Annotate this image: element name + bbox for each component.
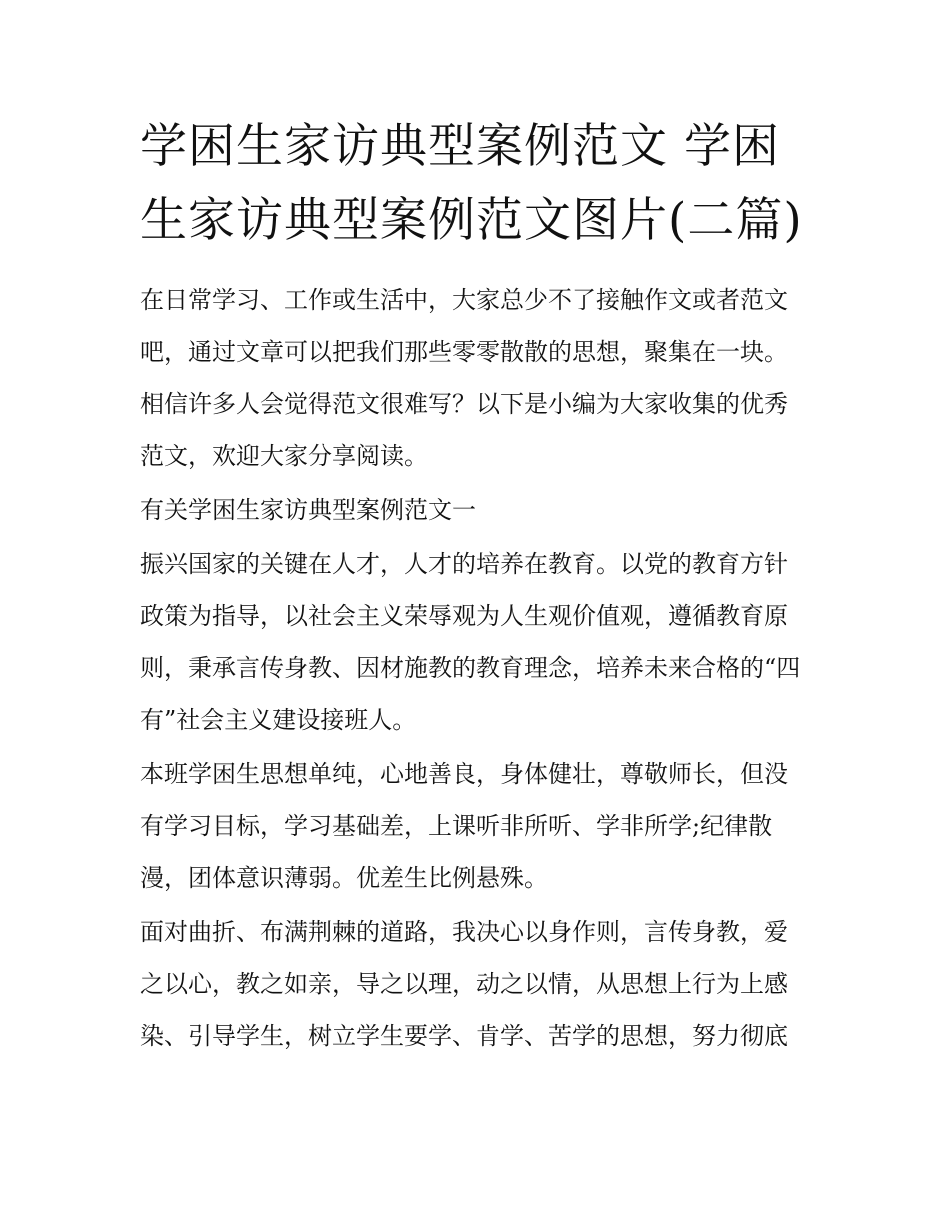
body-paragraph: 面对曲折、布满荆棘的道路，我决心以身作则，言传身教，爱之以心，教之如亲，导之以理，动之以情，从思想上行为上感染、引导学生，树立学生要学、肯学、苦学的思想，努力彻底	[140, 918, 788, 1050]
body-paragraph: 振兴国家的关键在人才，人才的培养在教育。以党的教育方针政策为指导，以社会主义荣辱观为人生观价值观，遵循教育原则，秉承言传身教、因材施教的教育理念，培养未来合格的“四有”社会主义建设接班人。	[140, 550, 801, 734]
intro-paragraph: 在日常学习、工作或生活中，大家总少不了接触作文或者范文吧，通过文章可以把我们那些零零散散的思想，聚集在一块。相信许多人会觉得范文很难写？以下是小编为大家收集的优秀范文，欢迎大家分享阅读。	[140, 286, 788, 470]
document-title: 学困生家访典型案例范文 学困生家访典型案例范文图片(二篇)	[140, 119, 803, 248]
body-paragraph: 本班学困生思想单纯，心地善良，身体健壮，尊敬师长，但没有学习目标，学习基础差，上课听非所听、学非所学;纪律散漫，团体意识薄弱。优差生比例悬殊。	[140, 760, 788, 892]
document-body	[140, 274, 810, 1062]
section-heading: 有关学困生家访典型案例范文一	[140, 496, 476, 524]
